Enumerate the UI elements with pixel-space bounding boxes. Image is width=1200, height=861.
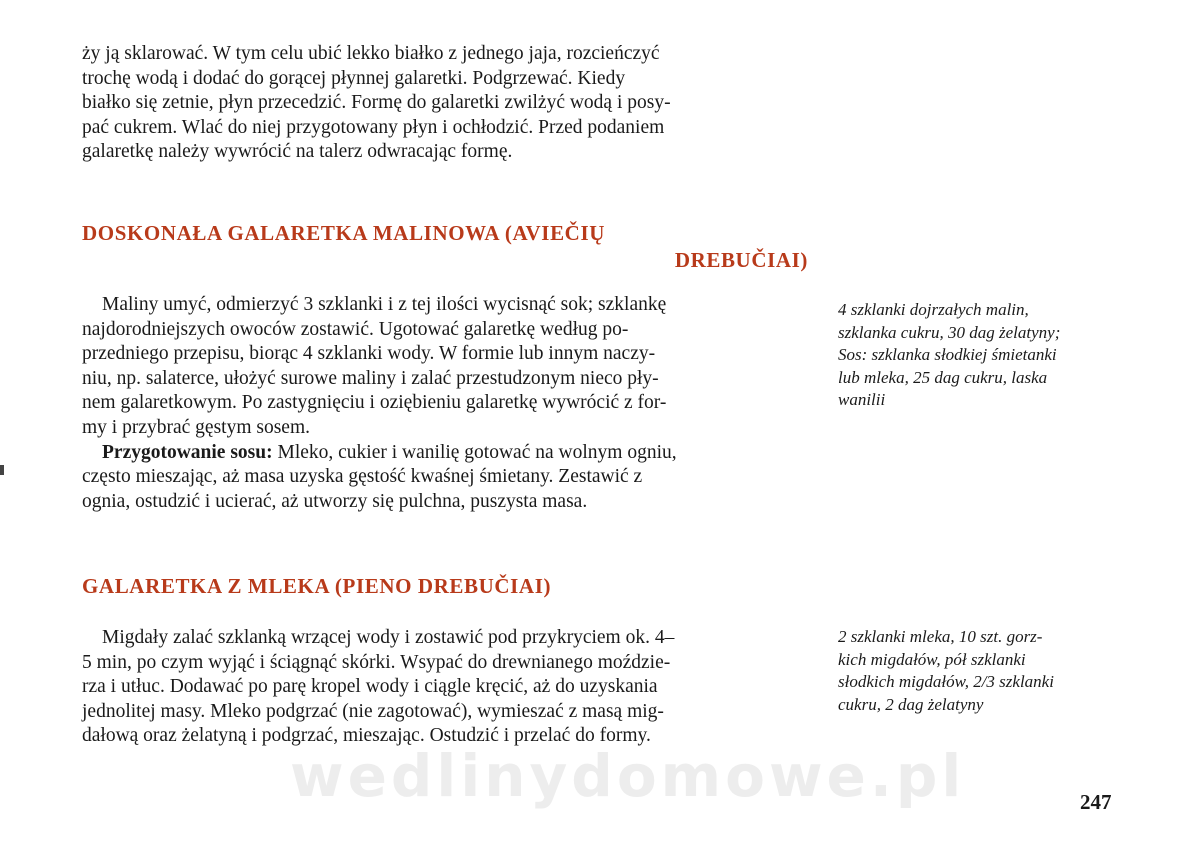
gutter-mark (0, 465, 4, 475)
ingredient-line: słodkich migdałów, 2/3 szklanki (838, 672, 1054, 691)
watermark: wedlinydomowe.pl (290, 742, 966, 810)
recipe1-title-line2: DREBUČIAI) (674, 248, 808, 272)
ingredient-line: 2 szklanki mleka, 10 szt. gorz- (838, 627, 1043, 646)
recipe1-title (82, 220, 808, 274)
sauce-first-line (82, 441, 806, 466)
intro-paragraph (82, 42, 806, 165)
ingredient-line: cukru, 2 dag żelatyny (838, 694, 984, 714)
ingredient-line: szklanka cukru, 30 dag żelatyny; (838, 322, 1061, 342)
recipe1-line: niu, np. salaterce, ułożyć surowe maliny i zalać przestudzonym nieco pły- (82, 367, 659, 389)
intro-line: białko się zetnie, płyn przecedzić. Formę do galaretki zwilżyć wodą i posy- (82, 92, 671, 114)
ingredient-line: lub mleka, 25 dag cukru, laska (838, 367, 1048, 387)
recipe2-line: rza i utłuc. Dodawać po parę kropel wody i ciągle kręcić, aż do uzyskania (82, 676, 658, 698)
page-number: 247 (1080, 790, 1112, 814)
sauce-line: ognia, ostudzić i ucierać, aż utworzy się pulchna, puszysta masa. (82, 490, 588, 512)
recipe2-line: jednolitej masy. Mleko podgrzać (nie zagotować), wymieszać z masą mig- (82, 700, 664, 722)
ingredient-line: 4 szklanki dojrzałych malin, (838, 300, 1029, 319)
intro-line: trochę wodą i dodać do gorącej płynnej galaretki. Podgrzewać. Kiedy (82, 67, 626, 89)
intro-line: pać cukrem. Wlać do niej przygotowany płyn i ochłodzić. Przed podaniem (82, 116, 665, 138)
recipe2-line: 5 min, po czym wyjąć i ściągnąć skórki. Wsypać do drewnianego moździe- (82, 651, 671, 673)
ingredient-line: wanilii (838, 390, 886, 409)
recipe1-line: przedniego przepisu, biorąc 4 szklanki wody. W formie lub innym naczy- (82, 343, 656, 365)
sauce-text: Mleko, cukier i wanilię gotować na wolnym ogniu, (272, 441, 677, 463)
recipe1-title-line1: DOSKONAŁA GALARETKA MALINOWA (AVIEČIŲ (82, 221, 605, 245)
sauce-label: Przygotowanie sosu: (102, 441, 273, 463)
recipe1-body (82, 293, 806, 514)
intro-line: ży ją sklarować. W tym celu ubić lekko białko z jednego jaja, rozcieńczyć (82, 43, 660, 64)
ingredient-line: Sos: szklanka słodkiej śmietanki (838, 345, 1057, 364)
ingredient-line: kich migdałów, pół szklanki (838, 649, 1026, 669)
recipe2-title: GALARETKA Z MLEKA (PIENO DREBUČIAI) (82, 574, 552, 598)
intro-line: galaretkę należy wywrócić na talerz odwracając formę. (82, 141, 513, 163)
recipe1-ingredients (838, 299, 1116, 412)
recipe2-line: dałową oraz żelatyną i podgrzać, mieszając. Ostudzić i przelać do formy. (82, 725, 651, 747)
recipe2-line: Migdały zalać szklanką wrzącej wody i zostawić pod przykryciem ok. 4– (102, 627, 675, 648)
recipe1-line: nem galaretkowym. Po zastygnięciu i oziębieniu galaretkę wywrócić z for- (82, 392, 667, 414)
sauce-line: często mieszając, aż masa uzyska gęstość kwaśnej śmietany. Zestawić z (82, 466, 643, 488)
recipe2-body (82, 626, 806, 749)
recipe1-line: najdorodniejszych owoców zostawić. Ugotować galaretkę według po- (82, 318, 629, 340)
recipe2-ingredients (838, 626, 1116, 716)
recipe1-line: Maliny umyć, odmierzyć 3 szklanki i z tej ilości wycisnąć sok; szklankę (102, 294, 667, 315)
recipe1-line: my i przybrać gęstym sosem. (82, 416, 310, 438)
